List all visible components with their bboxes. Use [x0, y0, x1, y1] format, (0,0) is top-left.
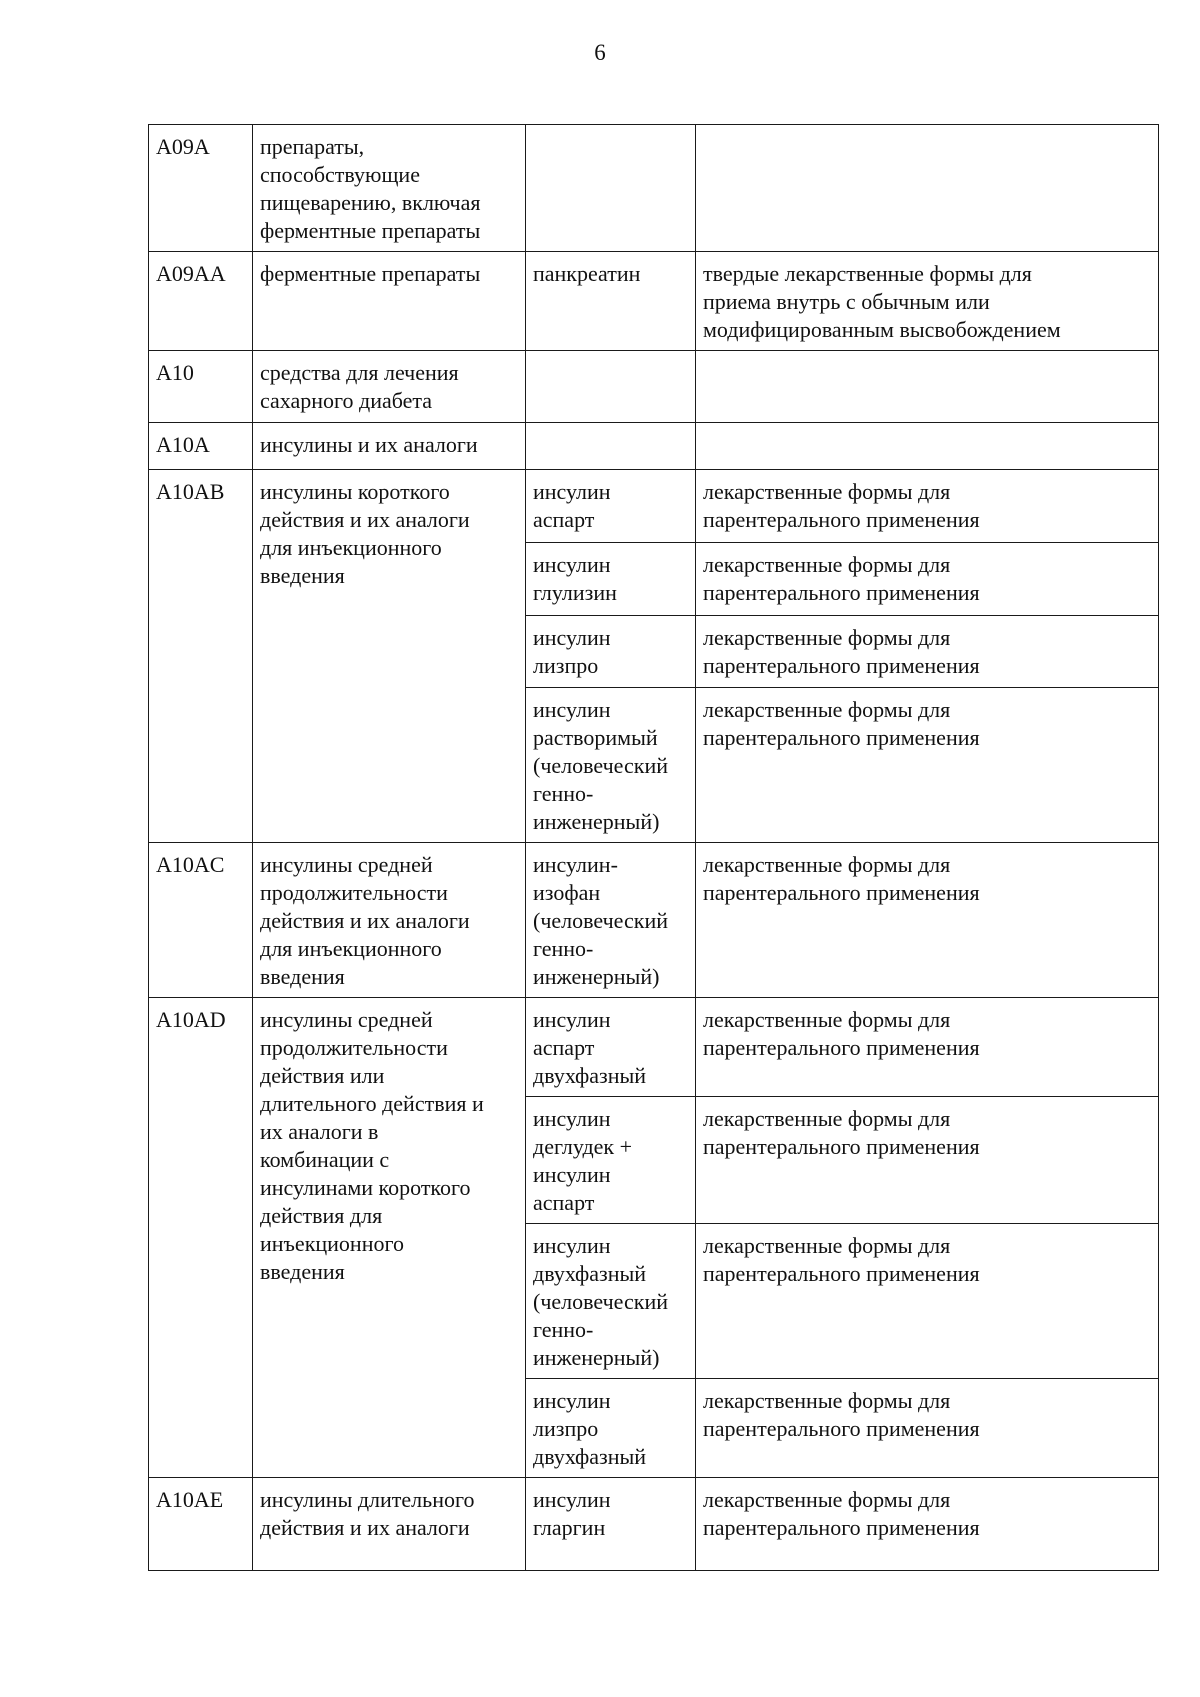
drug-name-cell-line: деглудек +	[533, 1134, 633, 1159]
dosage-form-cell-line: лекарственные формы для	[703, 1487, 951, 1512]
dosage-form-cell-line: парентерального применения	[703, 725, 980, 750]
drug-name-cell-line: инсулин	[533, 1388, 611, 1413]
dosage-form-cell	[696, 351, 1159, 423]
table-row	[149, 125, 1159, 252]
group-name-cell-line: продолжительности	[260, 880, 448, 905]
table-row	[149, 423, 1159, 470]
group-name-cell-line: ферментные препараты	[260, 218, 481, 243]
drug-name-cell-line: лизпро	[533, 1416, 599, 1441]
drug-name-cell	[526, 688, 696, 843]
dosage-form-cell-line: твердые лекарственные формы для	[703, 261, 1032, 286]
atc-code-cell: A10AB	[149, 470, 253, 843]
drug-name-cell-line: аспарт	[533, 1035, 595, 1060]
dosage-form-cell	[696, 125, 1159, 252]
group-name-cell-line: препараты,	[260, 134, 365, 159]
drug-name-cell	[526, 616, 696, 688]
drug-name-cell	[526, 125, 696, 252]
dosage-form-cell	[696, 998, 1159, 1097]
drug-name-cell-line: (человеческий	[533, 753, 668, 778]
atc-code-cell: A10AE	[149, 1478, 253, 1571]
drug-name-cell-line: инсулин	[533, 1233, 611, 1258]
group-name-cell-line: инсулинами короткого	[260, 1175, 471, 1200]
group-name-cell-line: введения	[260, 964, 345, 989]
table-row	[149, 843, 1159, 998]
drug-name-cell-line: инсулин	[533, 625, 611, 650]
group-name-cell-line: комбинации с	[260, 1147, 390, 1172]
drug-name-cell-line: инсулин	[533, 1007, 611, 1032]
drug-name-cell-line: инсулин	[533, 479, 611, 504]
dosage-form-cell-line: парентерального применения	[703, 1035, 980, 1060]
group-name-cell-line: длительного действия и	[260, 1091, 484, 1116]
table-row	[149, 252, 1159, 351]
dosage-form-cell-line: лекарственные формы для	[703, 1106, 951, 1131]
drug-name-cell-line: инсулин-	[533, 852, 618, 877]
dosage-form-cell	[696, 423, 1159, 470]
group-name-cell	[253, 125, 526, 252]
atc-code-cell: A10AC	[149, 843, 253, 998]
group-name-cell-line: действия и их аналоги	[260, 507, 470, 532]
drug-name-cell-line: двухфазный	[533, 1444, 647, 1469]
drug-name-cell	[526, 470, 696, 543]
drug-name-cell-line: инсулин	[533, 552, 611, 577]
group-name-cell-line: инсулины и их аналоги	[260, 432, 478, 457]
drug-name-cell-line: генно-	[533, 781, 594, 806]
drug-name-cell-line: панкреатин	[533, 261, 641, 286]
dosage-form-cell-line: лекарственные формы для	[703, 552, 951, 577]
drug-name-cell-line: инженерный)	[533, 1345, 660, 1370]
group-name-cell-line: введения	[260, 1259, 345, 1284]
drug-name-cell	[526, 1379, 696, 1478]
group-name-cell	[253, 1478, 526, 1571]
dosage-form-cell-line: лекарственные формы для	[703, 479, 951, 504]
dosage-form-cell-line: лекарственные формы для	[703, 697, 951, 722]
group-name-cell-line: введения	[260, 563, 345, 588]
atc-code-cell: A10A	[149, 423, 253, 470]
drug-name-cell	[526, 543, 696, 616]
table-row	[149, 351, 1159, 423]
dosage-form-cell	[696, 470, 1159, 543]
drug-name-cell-line: аспарт	[533, 507, 595, 532]
dosage-form-cell	[696, 1097, 1159, 1224]
group-name-cell	[253, 843, 526, 998]
group-name-cell	[253, 423, 526, 470]
dosage-form-cell	[696, 1379, 1159, 1478]
drug-name-cell-line: лизпро	[533, 653, 599, 678]
drug-name-cell-line: двухфазный	[533, 1261, 647, 1286]
dosage-form-cell	[696, 843, 1159, 998]
atc-code-cell: A09AA	[149, 252, 253, 351]
drug-name-cell	[526, 252, 696, 351]
drug-name-cell-line: аспарт	[533, 1190, 595, 1215]
dosage-form-cell-line: парентерального применения	[703, 507, 980, 532]
drug-name-cell	[526, 843, 696, 998]
group-name-cell-line: ферментные препараты	[260, 261, 481, 286]
group-name-cell-line: инсулины средней	[260, 852, 433, 877]
dosage-form-cell-line: модифицированным высвобождением	[703, 317, 1061, 342]
dosage-form-cell-line: парентерального применения	[703, 880, 980, 905]
drug-name-cell	[526, 1478, 696, 1571]
dosage-form-cell	[696, 688, 1159, 843]
group-name-cell	[253, 998, 526, 1478]
group-name-cell-line: действия для	[260, 1203, 383, 1228]
dosage-form-cell-line: парентерального применения	[703, 580, 980, 605]
drug-name-cell-line: гларгин	[533, 1515, 606, 1540]
group-name-cell-line: действия и их аналоги	[260, 908, 470, 933]
dosage-form-cell-line: приема внутрь с обычным или	[703, 289, 990, 314]
dosage-form-cell-line: парентерального применения	[703, 1416, 980, 1441]
table-body	[149, 125, 1159, 1571]
drug-name-cell-line: глулизин	[533, 580, 617, 605]
dosage-form-cell	[696, 1478, 1159, 1571]
dosage-form-cell-line: лекарственные формы для	[703, 852, 951, 877]
drug-name-cell-line: генно-	[533, 1317, 594, 1342]
drug-name-cell	[526, 423, 696, 470]
group-name-cell-line: инъекционного	[260, 1231, 404, 1256]
drug-name-cell-line: инженерный)	[533, 964, 660, 989]
drug-name-cell-line: инженерный)	[533, 809, 660, 834]
page-number: 6	[594, 40, 606, 65]
dosage-form-cell-line: лекарственные формы для	[703, 1233, 951, 1258]
atc-code-cell: A09A	[149, 125, 253, 252]
group-name-cell-line: средства для лечения	[260, 360, 459, 385]
drug-name-cell	[526, 1097, 696, 1224]
drug-classification-table	[148, 124, 1159, 1571]
drug-name-cell-line: изофан	[533, 880, 601, 905]
drug-name-cell-line: растворимый	[533, 725, 658, 750]
dosage-form-cell-line: парентерального применения	[703, 1515, 980, 1540]
drug-name-cell-line: инсулин	[533, 1106, 611, 1131]
drug-name-cell	[526, 1224, 696, 1379]
drug-name-cell-line: двухфазный	[533, 1063, 647, 1088]
dosage-form-cell	[696, 252, 1159, 351]
table-row	[149, 1478, 1159, 1571]
group-name-cell	[253, 470, 526, 843]
dosage-form-cell-line: лекарственные формы для	[703, 1007, 951, 1032]
dosage-form-cell	[696, 543, 1159, 616]
drug-name-cell-line: инсулин	[533, 1487, 611, 1512]
dosage-form-cell	[696, 616, 1159, 688]
atc-code-cell: A10AD	[149, 998, 253, 1478]
dosage-form-cell-line: лекарственные формы для	[703, 1388, 951, 1413]
drug-name-cell-line: (человеческий	[533, 1289, 668, 1314]
dosage-form-cell-line: парентерального применения	[703, 1261, 980, 1286]
table-row	[149, 470, 1159, 543]
group-name-cell-line: сахарного диабета	[260, 388, 433, 413]
drug-name-cell	[526, 998, 696, 1097]
group-name-cell-line: инсулины длительного	[260, 1487, 475, 1512]
group-name-cell-line: способствующие	[260, 162, 420, 187]
drug-name-cell-line: (человеческий	[533, 908, 668, 933]
drug-name-cell-line: генно-	[533, 936, 594, 961]
group-name-cell-line: для инъекционного	[260, 535, 442, 560]
group-name-cell	[253, 351, 526, 423]
group-name-cell-line: для инъекционного	[260, 936, 442, 961]
group-name-cell-line: инсулины короткого	[260, 479, 450, 504]
dosage-form-cell-line: лекарственные формы для	[703, 625, 951, 650]
drug-name-cell-line: инсулин	[533, 1162, 611, 1187]
dosage-form-cell-line: парентерального применения	[703, 653, 980, 678]
group-name-cell-line: инсулины средней	[260, 1007, 433, 1032]
group-name-cell-line: их аналоги в	[260, 1119, 379, 1144]
table-row	[149, 998, 1159, 1097]
group-name-cell-line: продолжительности	[260, 1035, 448, 1060]
group-name-cell-line: действия и их аналоги	[260, 1515, 470, 1540]
atc-code-cell: A10	[149, 351, 253, 423]
group-name-cell-line: действия или	[260, 1063, 385, 1088]
dosage-form-cell	[696, 1224, 1159, 1379]
drug-name-cell-line: инсулин	[533, 697, 611, 722]
group-name-cell	[253, 252, 526, 351]
drug-name-cell	[526, 351, 696, 423]
group-name-cell-line: пищеварению, включая	[260, 190, 481, 215]
dosage-form-cell-line: парентерального применения	[703, 1134, 980, 1159]
